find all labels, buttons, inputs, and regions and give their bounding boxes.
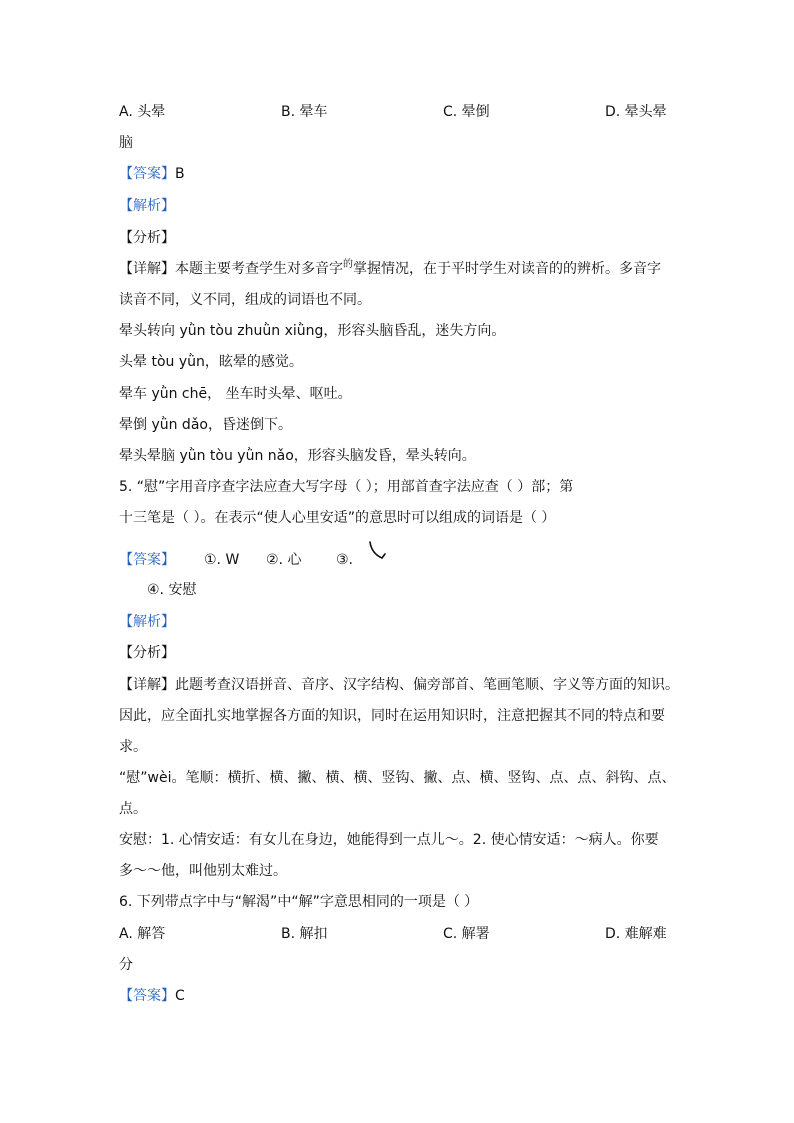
q5-answer-1: ①. W bbox=[204, 552, 240, 568]
q5-meaning-line-1: 安慰：1. 心情安适：有女儿在身边，她能得到一点儿～。2. 使心情安适：～病人。你要 bbox=[119, 832, 659, 848]
q5-stem-line-2: 十三笔是（ ）。在表示“使人心里安适”的意思时可以组成的词语是（ ） bbox=[119, 510, 556, 526]
detail-tag: 【详解】 bbox=[119, 261, 175, 277]
q4-note-1: 晕头转向 yǜn tòu zhuǜn xiǜng，形容头脑昏乱，迷失方向。 bbox=[119, 323, 506, 339]
q5-stem-line-1: 5. “慰”字用音序查字法应查大写字母（ ）；用部首查字法应查（ ）部；第 bbox=[119, 479, 574, 495]
q6-stem: 6. 下列带点字中与“解渴”中“解”字意思相同的一项是（ ） bbox=[119, 894, 479, 910]
q4-fenxi-tag: 【分析】 bbox=[119, 230, 175, 246]
q6-option-c: C. 解署 bbox=[443, 926, 490, 942]
q5-answer-2: ②. 心 bbox=[266, 552, 302, 568]
q4-note-2: 头晕 tòu yǜn，眩晕的感觉。 bbox=[119, 354, 303, 370]
q6-answer bbox=[119, 986, 185, 1006]
q6-option-a: A. 解答 bbox=[119, 926, 166, 942]
q4-note-4: 晕倒 yǜn dǎo，昏迷倒下。 bbox=[119, 417, 292, 433]
detail-superscript: 的 bbox=[343, 259, 353, 270]
detail-tag: 【详解】 bbox=[119, 677, 175, 693]
q6-option-d-wrap: 分 bbox=[119, 957, 133, 973]
q4-detail-line-1 bbox=[119, 259, 661, 281]
q5-detail-line-3: 求。 bbox=[119, 739, 147, 755]
q4-analysis-tag: 【解析】 bbox=[119, 198, 175, 214]
q5-answer-tag: 【答案】 bbox=[119, 552, 175, 568]
answer-tag: 【答案】 bbox=[119, 988, 175, 1004]
answer-value: B bbox=[175, 166, 185, 182]
q5-meaning-line-2: 多～～他，叫他别太难过。 bbox=[119, 863, 287, 879]
q5-detail-line-2: 因此，应全面扎实地掌握各方面的知识，同时在运用知识时，注意把握其不同的特点和要 bbox=[119, 708, 665, 724]
stroke-glyph-icon bbox=[366, 539, 388, 563]
q5-analysis-tag: 【解析】 bbox=[119, 614, 175, 630]
q5-answer-4: ④. 安慰 bbox=[147, 582, 197, 598]
q6-option-b: B. 解扣 bbox=[281, 926, 328, 942]
detail-text: 此题考查汉语拼音、音序、汉字结构、偏旁部首、笔画笔顺、字义等方面的知识。 bbox=[175, 677, 679, 693]
q4-option-a: A. 头晕 bbox=[119, 104, 166, 120]
q4-option-c: C. 晕倒 bbox=[443, 104, 490, 120]
q5-stroke-order-line-1: “慰”wèi。笔顺：横折、横、撇、横、横、竖钩、撇、点、横、竖钩、点、点、斜钩、点、 bbox=[119, 770, 676, 786]
q4-note-3: 晕车 yǜn chē， 坐车时头晕、呕吐。 bbox=[119, 386, 352, 402]
q4-detail-line-2: 读音不同，义不同，组成的词语也不同。 bbox=[119, 292, 371, 308]
answer-tag: 【答案】 bbox=[119, 166, 175, 182]
q5-answer-3: ③. bbox=[336, 552, 354, 568]
q4-option-d: D. 晕头晕 bbox=[605, 104, 667, 120]
answer-value: C bbox=[175, 988, 185, 1004]
q4-note-5: 晕头晕脑 yǜn tòu yǜn nǎo，形容头脑发昏，晕头转向。 bbox=[119, 448, 476, 464]
q5-fenxi-tag: 【分析】 bbox=[119, 645, 175, 661]
q6-option-d: D. 难解难 bbox=[605, 926, 667, 942]
q4-option-b: B. 晕车 bbox=[281, 104, 328, 120]
detail-text-a: 本题主要考查学生对多音字 bbox=[175, 261, 343, 277]
q5-stroke-order-line-2: 点。 bbox=[119, 801, 147, 817]
detail-text-b: 掌握情况，在于平时学生对读音的的辨析。多音字 bbox=[353, 261, 661, 277]
q5-detail-line-1 bbox=[119, 675, 679, 695]
q4-option-d-wrap: 脑 bbox=[119, 135, 133, 151]
q4-answer bbox=[119, 164, 185, 184]
